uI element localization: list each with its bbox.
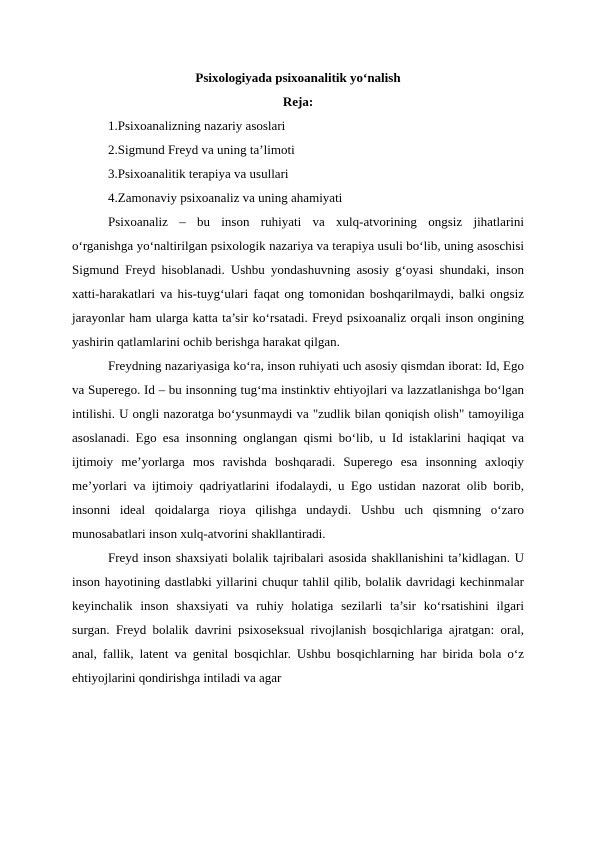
plan-heading: Reja: bbox=[282, 94, 314, 109]
plan-item: 4.Zamonaviy psixoanaliz va uning ahamiyati bbox=[108, 190, 343, 205]
plan-item: 1.Psixoanalizning nazariy asoslari bbox=[108, 118, 286, 133]
paragraph-intro: Psixoanaliz – bu inson ruhiyati va xulq-atvorining ongsiz jihatlarini o‘rganishga yo‘naltirilgan psixologik nazariya va terapiya usuli bo‘lib, uning asoschisi Sigmund Freyd hisoblanadi. Ushbu yondashuvning asosiy g‘oyasi shundaki, inson xatti-harakatlari va his-tuyg‘ulari faqat ong tomonidan boshqarilmaydi, balki ongsiz jarayonlar ham ularga katta ta’sir ko‘rsatadi. Freyd psixoanaliz orqali inson ongining yashirin qatlamlarini ochib berishga harakat qilgan. bbox=[72, 214, 524, 349]
plan-item: 3.Psixoanalitik terapiya va usullari bbox=[108, 166, 289, 181]
paragraph-structure: Freydning nazariyasiga ko‘ra, inson ruhiyati uch asosiy qismdan iborat: Id, Ego va Superego. Id – bu insonning tug‘ma instinktiv ehtiyojlari va lazzatlanishga bo‘lgan intilishi. U ongli nazoratga bo‘ysunmaydi va "zudlik bilan qoniqish olish" tamoyiliga asoslanadi. Ego esa insonning onglangan qismi bo‘lib, u Id istaklarini haqiqat va ijtimoiy me’yorlarga mos ravishda boshqaradi. Superego esa insonning axloqiy me’yorlari va ijtimoiy qadriyatlarini ifodalaydi, u Ego ustidan nazorat olib borib, insonni ideal qoidalarga rioya qilishga undaydi. Ushbu uch qismning o‘zaro munosabatlari inson xulq-atvorini shakllantiradi. bbox=[72, 358, 524, 541]
plan-item: 2.Sigmund Freyd va uning ta’limoti bbox=[108, 142, 295, 157]
plan-list bbox=[72, 114, 524, 210]
document-title: Psixologiyada psixoanalitik yo‘nalish bbox=[195, 70, 401, 85]
paragraph-childhood: Freyd inson shaxsiyati bolalik tajribalari asosida shakllanishini ta’kidlagan. U inson hayotining dastlabki yillarini chuqur tahlil qilib, bolalik davridagi kechinmalar keyinchalik inson shaxsiyati va ruhiy holatiga sezilarli ta’sir ko‘rsatishini ilgari surgan. Freyd bolalik davrini psixoseksual rivojlanish bosqichlariga ajratgan: oral, anal, fallik, latent va genital bosqichlar. Ushbu bosqichlarning har birida bola o‘z ehtiyojlarini qondirishga intiladi va agar bbox=[72, 550, 524, 685]
